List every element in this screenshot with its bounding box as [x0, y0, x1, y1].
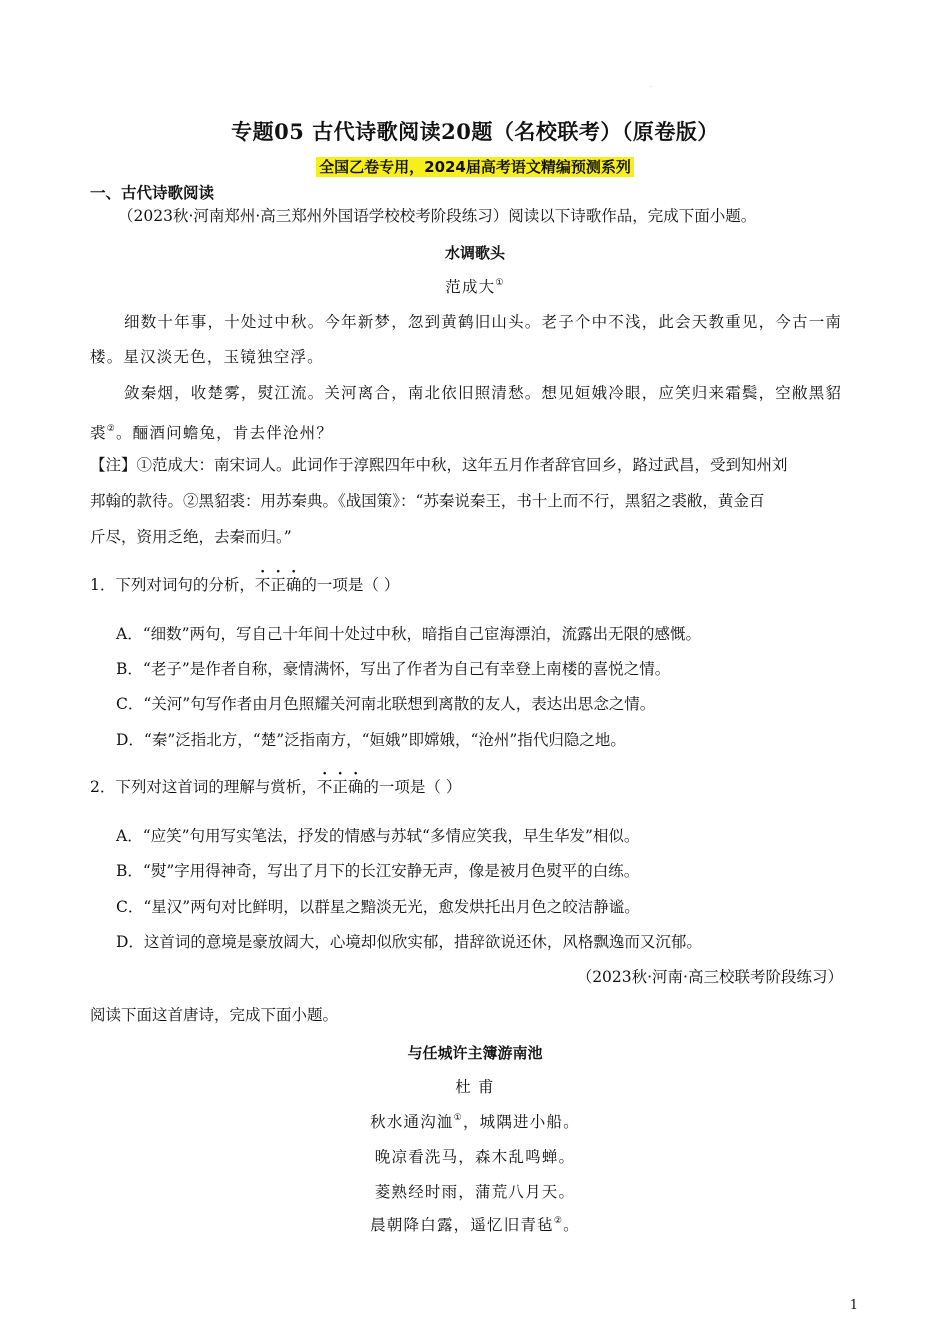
annotation-line: 斤尽，资用乏绝，去秦而归。”: [90, 528, 292, 546]
option-b: B．“老子”是作者自称，豪情满怀，写出了作者为自己有幸登上南楼的喜悦之情。: [116, 660, 671, 678]
emphasis-char: 不: [254, 576, 271, 594]
poem-line: 细数十年事，十处过中秋。今年新梦，忽到黄鹤旧山头。老子个中不浅，此会天教重见，今古一南: [124, 313, 843, 331]
subtitle-row: [0, 156, 950, 177]
poem-title: 与任城许主簿游南池: [407, 1044, 543, 1062]
section-heading: 一、古代诗歌阅读: [90, 184, 215, 202]
annotation-line: 【注】①范成大：南宋词人。此词作于淳熙四年中秋，这年五月作者辞官回乡，路过武昌，受到知州刘: [90, 456, 788, 474]
poem-line: 晚凉看洗马，森木乱鸣蝉。: [374, 1148, 576, 1166]
footnote-mark: ②: [553, 1216, 564, 1226]
poem-line: 敛秦烟，收楚雾，熨江流。关河离合，南北依旧照清愁。想见姮娥冷眼，应笑归来霜鬓，空敝黑貂: [124, 384, 843, 402]
option-c: C．“星汉”两句对比鲜明，以群星之黯淡无光，愈发烘托出月色之皎洁静谧。: [116, 898, 640, 916]
footnote-mark: ②: [106, 424, 116, 434]
poem-author: 杜 甫: [455, 1078, 495, 1096]
emphasis-char: 正: [332, 778, 348, 796]
stem-text: 1．下列对词句的分析，: [90, 576, 255, 594]
poem-author: [0, 275, 950, 297]
poem-line: [0, 1213, 950, 1235]
option-a: A．“应笑”句用写实笔法，抒发的情感与苏轼“多情应笑我，早生华发”相似。: [116, 827, 640, 845]
poem-line: 菱熟经时雨，蒲荒八月天。: [374, 1183, 576, 1201]
emphasis-char: 正: [270, 576, 286, 594]
reading-intro: 阅读下面这首唐诗，完成下面小题。: [90, 1006, 339, 1024]
question-2-stem: [90, 777, 461, 797]
poem-text: 。: [563, 1216, 580, 1234]
option-d: D．“秦”泛指北方，“楚”泛指南方，“姮娥”即嫦娥，“沧州”指代归隐之地。: [116, 731, 626, 749]
option-a: A．“细数”两句，写自己十年间十处过中秋，暗指自己宦海漂泊，流露出无限的感慨。: [116, 625, 702, 643]
annotation-line: 邦翰的款待。②黑貂裘：用苏秦典。《战国策》：“苏秦说秦王，书十上而不行，黑貂之裘敝，黄金百: [90, 492, 765, 510]
stem-text: 的一项是（ ）: [301, 576, 400, 594]
stem-text: 2．下列对这首词的理解与赏析，: [90, 778, 317, 796]
poem-line: [0, 1110, 950, 1132]
option-d: D．这首词的意境是豪放阔大，心境却似欣实郁，措辞欲说还休，风格飘逸而又沉郁。: [116, 933, 702, 951]
highlighted-subtitle: 全国乙卷专用，2024届高考语文精编预测系列: [316, 157, 634, 177]
author-name: 范成大: [445, 278, 496, 296]
poem-text: 。酾酒问蟾兔，肯去伴沧州？: [115, 424, 334, 442]
page-number: 1: [849, 1298, 858, 1313]
emphasis-char: 确: [347, 778, 364, 796]
poem-line: 楼。星汉淡无色，玉镜独空浮。: [90, 348, 324, 366]
poem-line: [90, 419, 333, 443]
option-b: B．“熨”字用得神奇，写出了月下的长江安静无声，像是被月色熨平的白练。: [116, 862, 640, 880]
poem-text: ，城隅进小船。: [462, 1113, 580, 1131]
document-title: 专题05 古代诗歌阅读20题（名校联考）（原卷版）: [231, 119, 719, 144]
emphasis-char: 不: [316, 778, 333, 796]
poem-title: 水调歌头: [444, 244, 505, 262]
poem-text: 裘: [90, 424, 107, 442]
emphasis-char: 确: [285, 576, 302, 594]
scan-mark: ·: [650, 84, 652, 91]
question-1-stem: [90, 575, 399, 595]
footnote-mark: ①: [495, 278, 505, 288]
footnote-mark: ①: [453, 1113, 463, 1123]
question-source: （2023秋·河南·高三校联考阶段练习）: [576, 968, 843, 986]
poem-text: 秋水通沟洫: [370, 1113, 454, 1131]
poem-text: 晨朝降白露，遥忆旧青毡: [370, 1216, 554, 1234]
option-c: C．“关河”句写作者由月色照耀关河南北联想到离散的友人，表达出思念之情。: [116, 695, 656, 713]
stem-text: 的一项是（ ）: [363, 778, 462, 796]
question-source: （2023秋·河南郑州·高三郑州外国语学校校考阶段练习）阅读以下诗歌作品，完成下面小题。: [118, 207, 757, 225]
